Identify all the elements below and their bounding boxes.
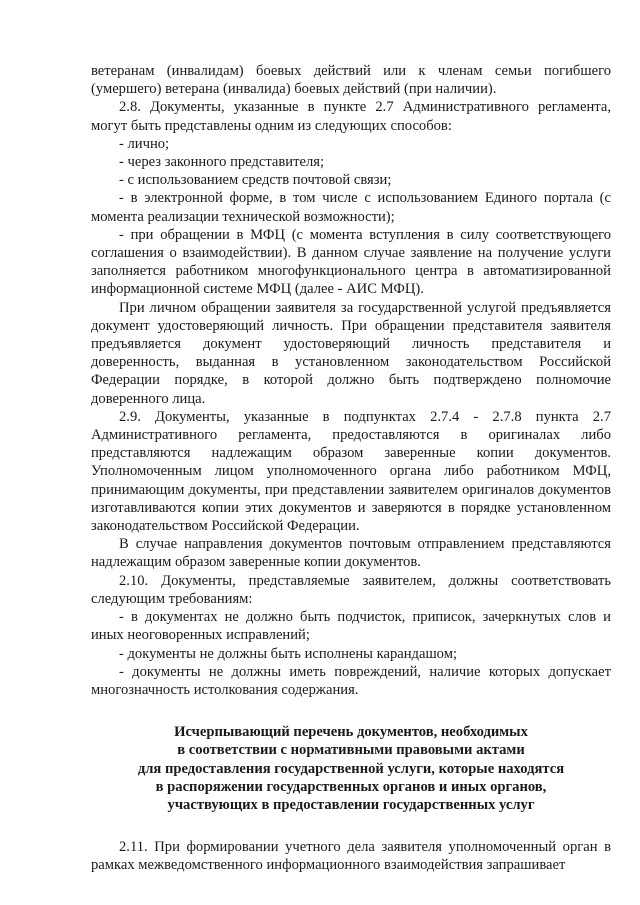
heading-line: в распоряжении государственных органов и иных органов, — [155, 778, 547, 795]
list-item: - документы не должны иметь повреждений, наличие которых допускает многозначность истолкования содержания. — [91, 663, 611, 698]
heading-line: участвующих в предоставлении государственных услуг — [167, 796, 535, 813]
heading-line: Исчерпывающий перечень документов, необходимых — [174, 724, 528, 741]
list-item: - лично; — [119, 135, 170, 152]
paragraph: 2.11. При формировании учетного дела заявителя уполномоченный орган в рамках межведомственного информационного взаимодействия запрашивает — [91, 839, 611, 874]
list-item: - в электронной форме, в том числе с использованием Единого портала (с момента реализации технической возможности); — [91, 190, 611, 225]
paragraph: При личном обращении заявителя за государственной услугой предъявляется документ удостоверяющий личность. При обращении представителя заявителя предъявляется документ удостоверяющий личность представителя и доверенность, выданная в установленном законодательством Российской Федерации порядке, в которой должно быть подтверждено полномочие доверенного лица. — [91, 299, 611, 407]
list-item: - с использованием средств почтовой связи; — [119, 172, 392, 189]
list-item: - в документах не должно быть подчисток, приписок, зачеркнутых слов и иных неоговоренных исправлений; — [91, 609, 611, 644]
section-heading — [91, 723, 611, 814]
paragraph: 2.8. Документы, указанные в пункте 2.7 Административного регламента, могут быть представлены одним из следующих способов: — [91, 99, 611, 134]
list-item: - при обращении в МФЦ (с момента вступления в силу соответствующего соглашения о взаимодействии). В данном случае заявление на получение услуги заполняется работником многофункционального центра в автоматизированной информационной системе МФЦ (далее - АИС МФЦ). — [91, 226, 611, 298]
heading-line: для предоставления государственной услуги, которые находятся — [137, 760, 565, 777]
list-item: - через законного представителя; — [119, 154, 324, 171]
paragraph: 2.9. Документы, указанные в подпунктах 2.7.4 - 2.7.8 пункта 2.7 Административного регламента, предоставляются в оригиналах либо представляются надлежащим образом заверенные копии документов. Уполномоченным лицом уполномоченного органа либо работником МФЦ, принимающим документы, при представлении заявителем оригиналов документов изготавливаются копии этих документов и заверяются в порядке установленном законодательством Российской Федерации. — [91, 408, 611, 535]
body-text-after — [91, 838, 611, 874]
document-page — [91, 62, 611, 875]
paragraph: ветеранам (инвалидам) боевых действий или к членам семьи погибшего (умершего) ветерана (инвалида) боевых действий (при наличии). — [91, 63, 611, 98]
paragraph: В случае направления документов почтовым отправлением представляются надлежащим образом заверенные копии документов. — [91, 536, 611, 571]
heading-line: в соответствии с нормативными правовыми актами — [177, 742, 525, 759]
paragraph: 2.10. Документы, представляемые заявителем, должны соответствовать следующим требованиям: — [91, 572, 611, 607]
list-item: - документы не должны быть исполнены карандашом; — [119, 645, 457, 662]
body-text-before — [91, 62, 611, 699]
